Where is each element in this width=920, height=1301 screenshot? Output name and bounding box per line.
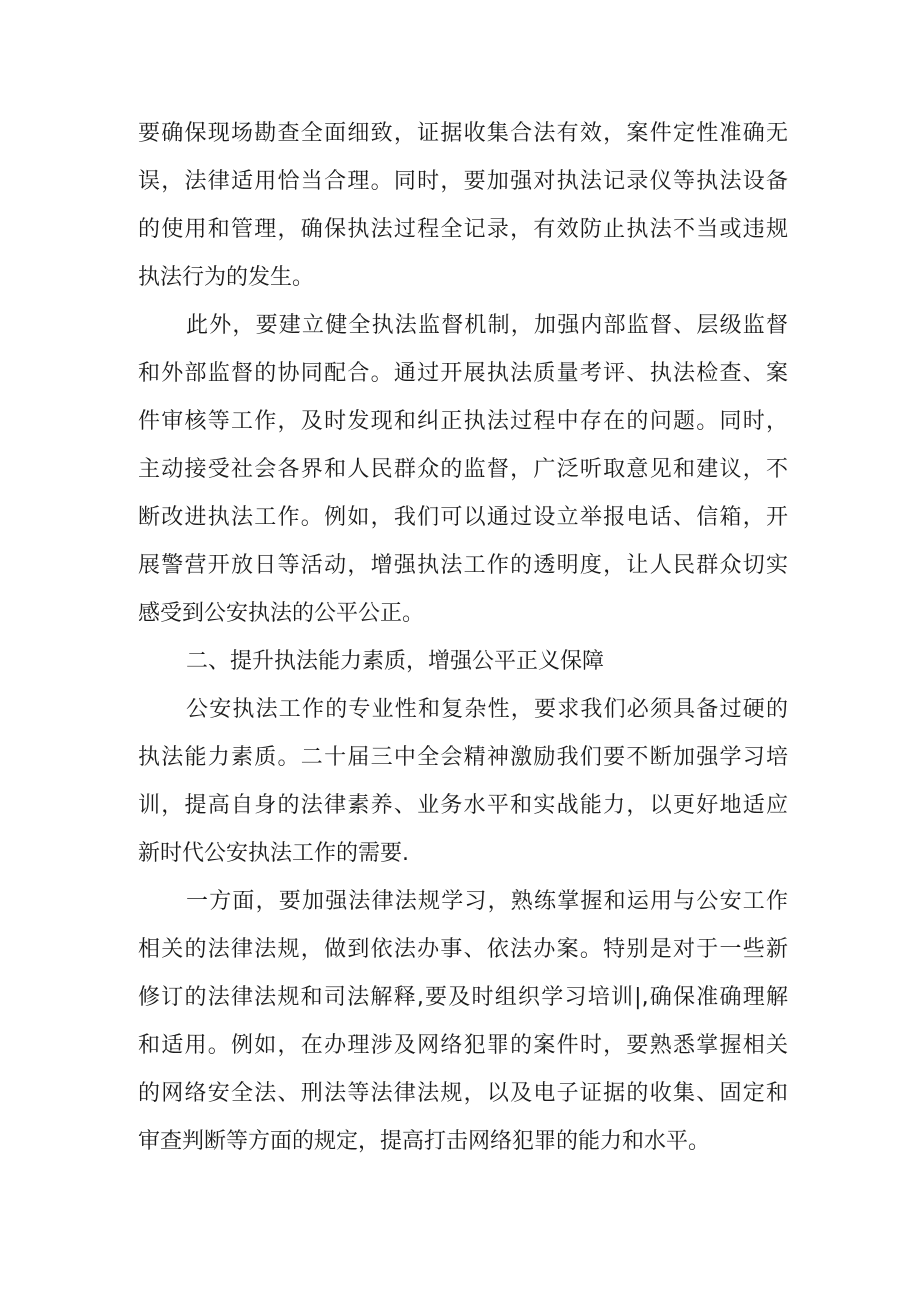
text-line: 展警营开放日等活动，增强执法工作的透明度，让人民群众切实 [138, 553, 788, 578]
text-line: 的使用和管理，确保执法过程全记录，有效防止执法不当或违规 [138, 217, 788, 242]
text-line: 和外部监督的协同配合。通过开展执法质量考评、执法检查、案 [138, 361, 788, 386]
text-line: 训，提高自身的法律素养、业务水平和实战能力，以更好地适应 [138, 793, 788, 818]
text-line: 执法行为的发生。 [138, 265, 315, 290]
text-line: 和适用。例如，在办理涉及网络犯罪的案件时，要熟悉掌握相关 [138, 1033, 788, 1058]
text-line: 主动接受社会各界和人民群众的监督，广泛听取意见和建议，不 [138, 457, 788, 482]
text-line: 此外，要建立健全执法监督机制，加强内部监督、层级监督 [186, 313, 788, 338]
text-line: 公安执法工作的专业性和复杂性，要求我们必须具备过硬的 [186, 697, 788, 722]
text-line: 要确保现场勘查全面细致，证据收集合法有效，案件定性准确无 [138, 121, 788, 146]
text-line: 审查判断等方面的规定，提高打击网络犯罪的能力和水平。 [138, 1129, 711, 1154]
text-line: 断改进执法工作。例如，我们可以通过设立举报电话、信箱，开 [138, 505, 788, 530]
text-line: 执法能力素质。二十届三中全会精神激励我们要不断加强学习培 [138, 745, 788, 770]
text-line: 件审核等工作，及时发现和纠正执法过程中存在的问题。同时， [138, 409, 788, 434]
text-line: 一方面，要加强法律法规学习，熟练掌握和运用与公安工作 [186, 889, 788, 914]
text-line: 感受到公安执法的公平公正。 [138, 601, 425, 626]
text-line: 修订的法律法规和司法解释,要及时组织学习培训|,确保准确理解 [138, 985, 788, 1010]
text-line: 的网络安全法、刑法等法律法规，以及电子证据的收集、固定和 [138, 1081, 788, 1106]
section-heading: 二、提升执法能力素质，增强公平正义保障 [186, 649, 605, 674]
text-line: 误，法律适用恰当合理。同时，要加强对执法记录仪等执法设备 [138, 169, 788, 194]
text-line: 新时代公安执法工作的需要. [138, 841, 409, 866]
text-line: 相关的法律法规，做到依法办事、依法办案。特别是对于一些新 [138, 937, 788, 962]
